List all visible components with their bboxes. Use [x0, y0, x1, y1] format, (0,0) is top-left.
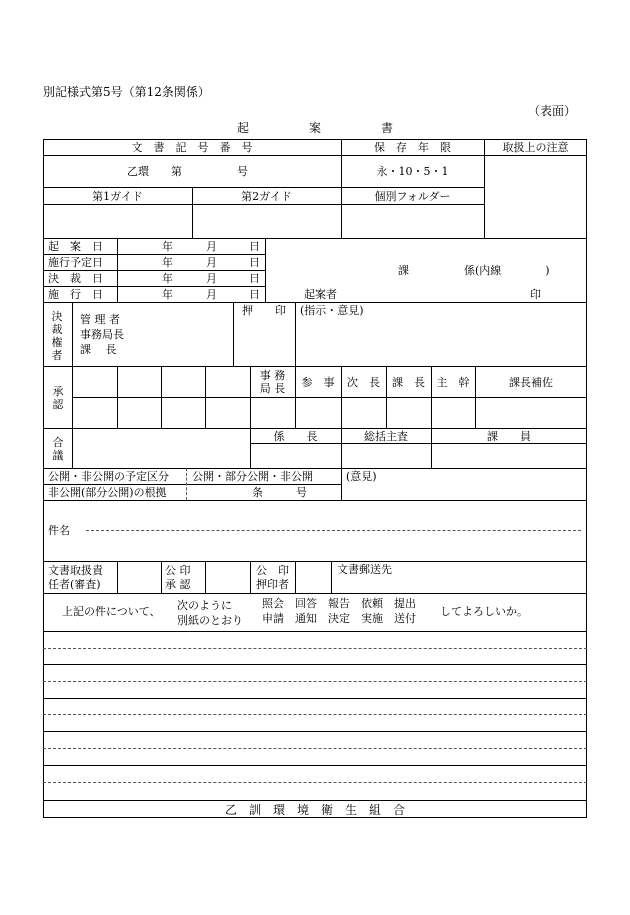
guide1-header: 第1ガイド — [92, 190, 143, 203]
drafter-label: 起案者 — [304, 288, 337, 301]
rule — [43, 561, 587, 562]
rule — [295, 561, 296, 593]
rule — [250, 443, 587, 444]
rule — [43, 254, 265, 255]
role-assistant-chief: 課長補佐 — [509, 376, 553, 389]
year-label: 年 — [162, 256, 173, 269]
rule — [43, 500, 587, 501]
year-label: 年 — [162, 288, 173, 301]
subject-label: 件名 — [48, 524, 70, 537]
rule — [43, 366, 587, 367]
rule — [43, 155, 587, 156]
closing-actions-2: 申請 通知 決定 実施 送付 — [262, 612, 416, 625]
page-side-label: （表面） — [528, 104, 577, 118]
writing-line — [43, 681, 587, 682]
handling-notes-header: 取扱上の注意 — [502, 141, 569, 154]
seal-approval: 公 印 承 認 — [165, 564, 191, 591]
rule — [161, 561, 162, 593]
date-label: 施行予定日 — [48, 256, 103, 269]
month-label: 月 — [206, 272, 217, 285]
role-chief: 課 長 — [392, 376, 425, 389]
rule — [117, 238, 118, 302]
rule — [43, 238, 587, 239]
opinion-label: (意見) — [346, 470, 377, 483]
disclosure-options: 公開・部分公開・非公開 — [192, 470, 313, 483]
rule — [43, 468, 587, 469]
closing-tail: してよろしいか。 — [440, 605, 528, 618]
writing-line — [43, 648, 587, 649]
rule — [43, 631, 587, 632]
rule — [43, 286, 265, 287]
writing-line — [43, 748, 587, 749]
mailing-destination-label: 文書郵送先 — [337, 563, 392, 576]
consultation-label: 合議 — [52, 436, 64, 462]
rule — [331, 561, 332, 593]
article-label: 条 号 — [252, 486, 307, 499]
writing-line — [43, 782, 587, 783]
rule — [43, 428, 587, 429]
instruction-label: (指示・意見) — [300, 304, 364, 317]
role-councilor: 参 事 — [301, 376, 335, 389]
authority-item: 事務局長 — [80, 328, 124, 341]
rule — [43, 204, 484, 205]
nondisclosure-basis-label: 非公開(部分公開)の根拠 — [48, 486, 167, 499]
organization-name: 乙 訓 環 境 衛 生 組 合 — [224, 803, 405, 817]
role-deputy: 次 長 — [347, 376, 380, 389]
role-supervisor: 主 幹 — [436, 376, 470, 389]
date-label: 施 行 日 — [48, 288, 103, 301]
subject-line — [86, 530, 581, 531]
rule — [475, 366, 476, 428]
rule — [43, 698, 587, 699]
doc-number-value: 乙環 第 号 — [127, 165, 248, 178]
rule — [161, 366, 162, 428]
day-label: 日 — [249, 288, 260, 301]
closing-manner: 次のように 別紙のとおり — [177, 599, 243, 627]
role-director: 事 務 局 長 — [259, 369, 286, 395]
rule — [117, 561, 118, 593]
drafter-seal: 印 — [530, 288, 541, 301]
closing-actions-1: 照会 回答 報告 依頼 提出 — [262, 597, 416, 610]
rule — [43, 664, 587, 665]
rule — [341, 139, 342, 238]
rule — [205, 366, 206, 428]
rule — [43, 593, 587, 594]
handling-responsible: 文書取扱責 任者(審査) — [48, 564, 103, 591]
rule — [295, 302, 296, 366]
doc-number-header: 文 書 記 号 番 号 — [131, 141, 253, 154]
seal-affixer: 公 印 押印者 — [256, 564, 289, 591]
month-label: 月 — [206, 256, 217, 269]
rule — [72, 366, 73, 428]
rule — [43, 800, 587, 801]
disclosure-plan-label: 公開・非公開の予定区分 — [48, 470, 169, 483]
month-label: 月 — [206, 240, 217, 253]
rule — [341, 468, 342, 500]
retention-options: 永・10・5・1 — [376, 165, 449, 178]
day-label: 日 — [249, 240, 260, 253]
approval-authority-label: 決裁権者 — [51, 310, 63, 362]
rule — [117, 366, 118, 428]
day-label: 日 — [249, 256, 260, 269]
form-title: 起 案 書 — [236, 121, 393, 135]
rule — [43, 484, 341, 485]
folder-header: 個別フォルダー — [374, 190, 451, 203]
seal-header: 押 印 — [242, 304, 286, 317]
col-subsection-head: 係 長 — [273, 430, 318, 443]
col-staff: 課 員 — [487, 430, 531, 443]
rule — [72, 302, 73, 366]
retention-header: 保 存 年 限 — [374, 141, 451, 154]
approval-label: 承認 — [52, 385, 64, 411]
guide2-header: 第2ガイド — [241, 190, 292, 203]
date-label: 決 裁 日 — [48, 272, 103, 285]
authority-item: 課 長 — [80, 343, 117, 356]
rule — [265, 238, 266, 302]
rule — [43, 302, 587, 303]
col-senior-chief: 総括主査 — [364, 430, 408, 443]
rule — [386, 366, 387, 428]
rule — [484, 139, 485, 238]
rule — [43, 731, 587, 732]
year-label: 年 — [162, 272, 173, 285]
date-label: 起 案 日 — [48, 240, 103, 253]
writing-line — [43, 714, 587, 715]
rule — [43, 765, 587, 766]
form-reference: 別記様式第5号（第12条関係） — [43, 85, 210, 99]
rule — [295, 366, 296, 428]
rule — [43, 187, 484, 188]
day-label: 日 — [249, 272, 260, 285]
rule-dashed — [186, 468, 187, 500]
rule — [72, 397, 587, 398]
section-extension: 課 係(内線 ) — [398, 264, 550, 277]
rule — [72, 428, 73, 468]
rule — [205, 561, 206, 593]
rule — [43, 270, 265, 271]
month-label: 月 — [206, 288, 217, 301]
authority-item: 管 理 者 — [80, 313, 120, 326]
year-label: 年 — [162, 240, 173, 253]
closing-lead: 上記の件について、 — [62, 605, 161, 618]
